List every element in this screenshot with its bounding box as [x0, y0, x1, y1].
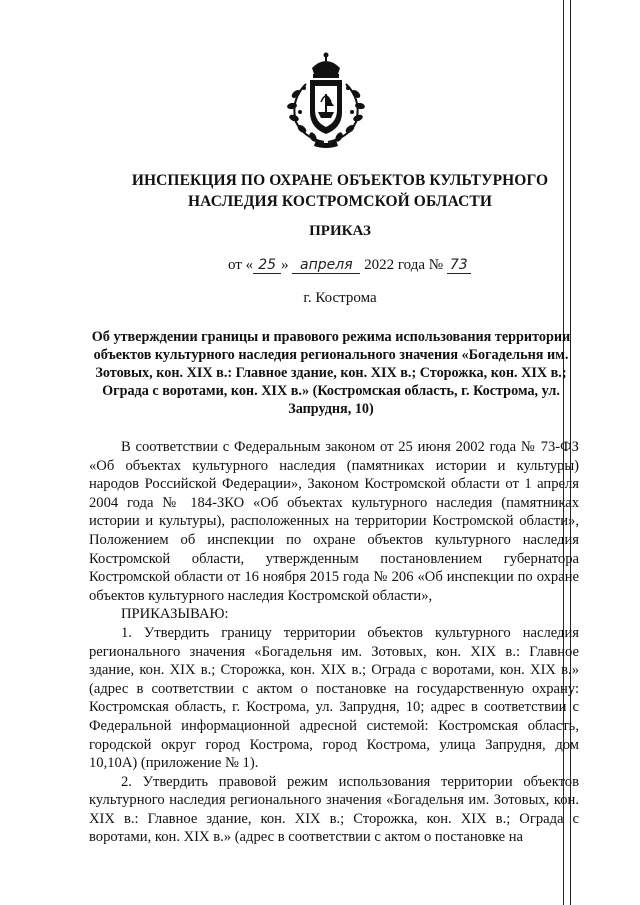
- body-paragraph-item-2: 2. Утвердить правовой режим использования территории объектов культурного наследия регионального значения «Богадельня им. Зотовых, кон. XIX в.: Главное здание, кон. XIX в.; Сторожка, кон. XIX в.; Ограда с воротами, кон. XIX в.» (адрес в соответствии с актом о постановке на: [89, 773, 579, 846]
- date-month-handwritten: апреля: [292, 257, 360, 274]
- city: г. Кострома: [303, 290, 377, 306]
- date-mid: »: [281, 257, 289, 273]
- order-body: [89, 438, 579, 847]
- body-paragraph-item-1: 1. Утвердить границу территории объектов культурного наследия регионального значения «Богадельня им. Зотовых, кон. XIX в.: Главное здание, кон. XIX в.; Сторожка, кон. XIX в.; Ограда с воротами, кон. XIX в.» (адрес в соответствии с актом о постановке на государственную охрану: Костромская область, г. Кострома, ул. Запрудня, 10; адрес в соответствии с Федеральной информационной адресной системой: Костромская область, городской округ город Кострома, город Кострома, улица Запрудня, дом 10,10А) (приложение № 1).: [89, 624, 579, 772]
- document-type: ПРИКАЗ: [309, 223, 371, 239]
- order-subject: Об утверждении границы и правового режима использования территории объектов культурного наследия регионального значения «Богадельня им. Зотовых, кон. XIX в.: Главное здание, кон. XIX в.; Сторожка, кон. XIX в.; Ограда с воротами, кон. XIX в.» (Костромская область, г. Кострома, ул. Запрудня, 10): [91, 329, 571, 417]
- date-year-text: 2022 года №: [364, 257, 444, 273]
- body-paragraph-preamble: В соответствии с Федеральным законом от 25 июня 2002 года № 73-ФЗ «Об объектах культурного наследия (памятниках истории и культуры) народов Российской Федерации», Законом Костромской области от 1 апреля 2004 года № 184-ЗКО «Об объектах культурного наследия (памятниках истории и культуры), расположенных на территории Костромской области», Положением об инспекции по охране объектов культурного наследия Костромской области, утвержденным постановлением губернатора Костромской области от 16 ноября 2015 года № 206 «Об инспекции по охране объектов культурного наследия Костромской области»,: [89, 439, 579, 604]
- date-line: [228, 257, 471, 274]
- body-paragraph-order-word: ПРИКАЗЫВАЮ:: [121, 606, 229, 623]
- organization-name-line1: ИНСПЕКЦИЯ ПО ОХРАНЕ ОБЪЕКТОВ КУЛЬТУРНОГО: [131, 172, 549, 189]
- organization-name: [60, 170, 620, 212]
- coat-of-arms-icon: [282, 50, 370, 148]
- order-number-handwritten: 73: [447, 257, 471, 274]
- date-prefix: от «: [228, 257, 254, 273]
- organization-name-line2: НАСЛЕДИЯ КОСТРОМСКОЙ ОБЛАСТИ: [188, 193, 492, 210]
- date-day-handwritten: 25: [253, 257, 281, 274]
